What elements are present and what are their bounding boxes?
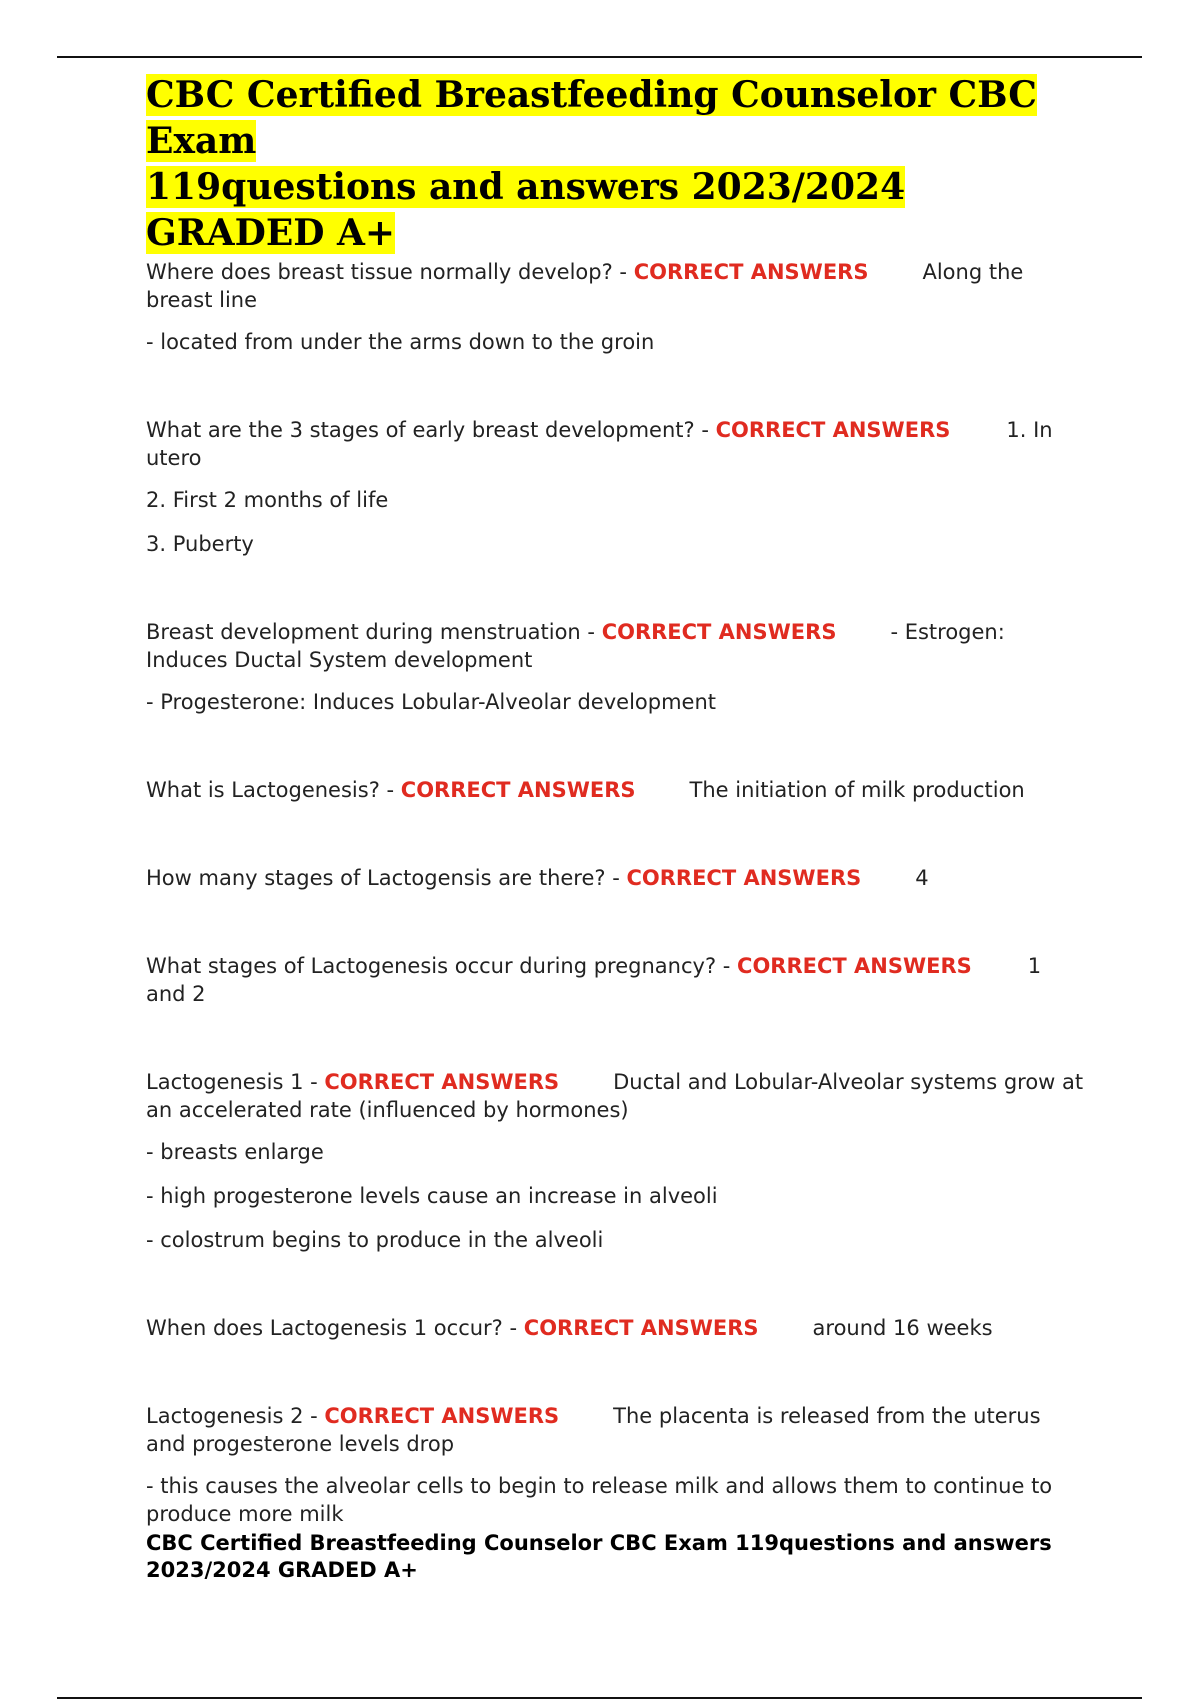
correct-answers-label: CORRECT ANSWERS [324,1070,560,1094]
question-text: What is Lactogenesis? - [146,778,395,802]
qa-item [146,952,1086,1008]
answer-text: Along the breast line [146,260,1024,312]
document-page [146,72,1086,1584]
question-text: How many stages of Lactogensis are there? - [146,866,620,890]
answer-text: The initiation of milk production [689,778,1025,802]
answer-text: 1 and 2 [146,954,1042,1006]
answer-detail: - colostrum begins to produce in the alveoli [146,1228,604,1252]
question-text: Lactogenesis 1 - [146,1070,318,1094]
qa-item [146,776,1086,804]
qa-item [146,416,1086,558]
question-text: What stages of Lactogenesis occur during pregnancy? - [146,954,731,978]
qa-item [146,1068,1086,1254]
correct-answers-label: CORRECT ANSWERS [523,1316,759,1340]
question-text: Breast development during menstruation - [146,620,595,644]
answer-text: - Estrogen: Induces Ductal System development [146,620,1005,672]
qa-item [146,864,1086,892]
answer-text: 4 [915,866,929,890]
qa-item [146,618,1086,716]
answer-detail: - this causes the alveolar cells to begin to release milk and allows them to continue to produce more milk [146,1474,1053,1526]
top-rule [57,56,1142,58]
answer-text: around 16 weeks [812,1316,993,1340]
title-line-2: 119questions and answers 2023/2024 GRADED A+ [146,166,906,254]
answer-text: The placenta is released from the uterus and progesterone levels drop [146,1404,1041,1456]
correct-answers-label: CORRECT ANSWERS [737,954,972,978]
correct-answers-label: CORRECT ANSWERS [324,1404,560,1428]
correct-answers-label: CORRECT ANSWERS [400,778,636,802]
page-footer: CBC Certified Breastfeeding Counselor CBC Exam 119questions and answers 2023/2024 GRADED A+ [146,1531,1052,1582]
bottom-rule [57,1697,1142,1699]
qa-item [146,1402,1086,1528]
qa-item [146,1314,1086,1342]
question-text: Lactogenesis 2 - [146,1404,318,1428]
answer-detail: 2. First 2 months of life [146,488,389,512]
correct-answers-label: CORRECT ANSWERS [715,418,951,442]
question-text: What are the 3 stages of early breast development? - [146,418,709,442]
document-title [146,72,1086,256]
answer-detail: - breasts enlarge [146,1140,324,1164]
answer-detail: - high progesterone levels cause an increase in alveoli [146,1184,718,1208]
answer-text: 1. In utero [146,418,1053,470]
answer-text: Ductal and Lobular-Alveolar systems grow at an accelerated rate (influenced by hormones) [146,1070,1084,1122]
question-text: When does Lactogenesis 1 occur? - [146,1316,518,1340]
answer-detail: - Progesterone: Induces Lobular-Alveolar development [146,690,717,714]
question-text: Where does breast tissue normally develop? - [146,260,628,284]
correct-answers-label: CORRECT ANSWERS [601,620,837,644]
qa-item [146,258,1086,356]
title-line-1: CBC Certified Breastfeeding Counselor CBC Exam [146,74,1037,162]
answer-detail: - located from under the arms down to the groin [146,330,655,354]
correct-answers-label: CORRECT ANSWERS [626,866,862,890]
answer-detail: 3. Puberty [146,532,254,556]
correct-answers-label: CORRECT ANSWERS [633,260,869,284]
